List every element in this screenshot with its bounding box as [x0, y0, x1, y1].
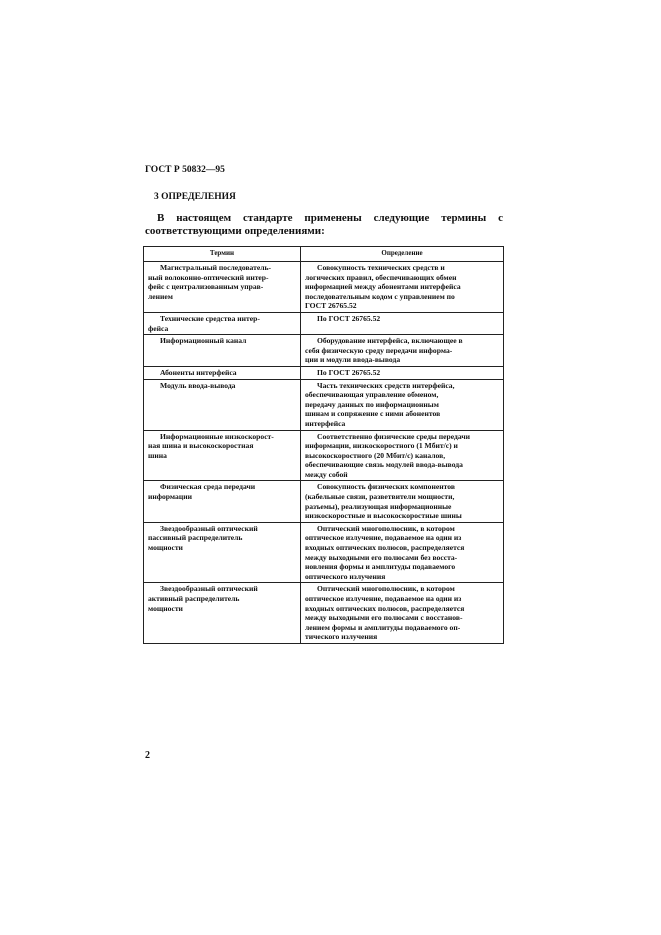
table-row	[144, 335, 504, 367]
intro-text: В настоящем стандарте применены следующие термины с соответствующими определениями:	[145, 212, 503, 237]
table-row	[144, 430, 504, 481]
term-cell: Информационные низкоскорост- ная шина и высокоскоростная шина	[144, 430, 301, 481]
definition-cell: Совокупность физических компонентов (кабельные связи, разветвители мощности, разъемы), реализующая информационные низкоскоростные и высокоскоростные шины	[301, 481, 504, 522]
term-cell: Звездообразный оптический активный распределитель мощности	[144, 583, 301, 644]
header-definition: Определение	[301, 247, 504, 262]
table-row	[144, 366, 504, 379]
table-row	[144, 583, 504, 644]
section-title: 3 ОПРЕДЕЛЕНИЯ	[154, 192, 236, 202]
table-row	[144, 481, 504, 522]
table-row	[144, 522, 504, 583]
table-row	[144, 379, 504, 430]
definition-cell: Соответственно физические среды передачи информации, низкоскоростного (1 Мбит/с) и высокоскоростного (20 Мбит/с) каналов, обеспечивающие связь модулей ввода-вывода между собой	[301, 430, 504, 481]
definition-cell: Оптический многополюсник, в котором оптическое излучение, подаваемое на один из входных оптических полюсов, распределяется между выходными его полюсами без восста- новления формы и амплитуды подаваемого оптического излучения	[301, 522, 504, 583]
term-cell: Модуль ввода-вывода	[144, 379, 301, 430]
definition-cell: По ГОСТ 26765.52	[301, 312, 504, 334]
term-cell: Магистральный последователь- ный волоконно-оптический интер- фейс с централизованным управ- лением	[144, 262, 301, 313]
definitions-table	[143, 246, 504, 644]
definition-cell: Оборудование интерфейса, включающее в себя физическую среду передачи информа- ции и модули ввода-вывода	[301, 335, 504, 367]
intro-paragraph	[145, 212, 503, 237]
page-number: 2	[145, 750, 150, 761]
term-cell: Абоненты интерфейса	[144, 366, 301, 379]
definition-cell: По ГОСТ 26765.52	[301, 366, 504, 379]
term-cell: Технические средства интер- фейса	[144, 312, 301, 334]
definition-cell: Оптический многополюсник, в котором оптическое излучение, подаваемое на один из входных оптических полюсов, распределяется между выходными его полюсами с восстанов- лением формы и амплитуды подаваемого оп- тического излучения	[301, 583, 504, 644]
header-term: Термин	[144, 247, 301, 262]
table-row	[144, 312, 504, 334]
definition-cell: Совокупность технических средств и логических правил, обеспечивающих обмен информацией между абонентами интерфейса последовательным кодом с управлением по ГОСТ 26765.52	[301, 262, 504, 313]
term-cell: Информационный канал	[144, 335, 301, 367]
term-cell: Звездообразный оптический пассивный распределитель мощности	[144, 522, 301, 583]
table-row	[144, 262, 504, 313]
definition-cell: Часть технических средств интерфейса, обеспечивающая управление обменом, передачу данных по информационным шинам и сопряжение с ними абонентов интерфейса	[301, 379, 504, 430]
term-cell: Физическая среда передачи информации	[144, 481, 301, 522]
document-header: ГОСТ Р 50832—95	[145, 165, 225, 175]
